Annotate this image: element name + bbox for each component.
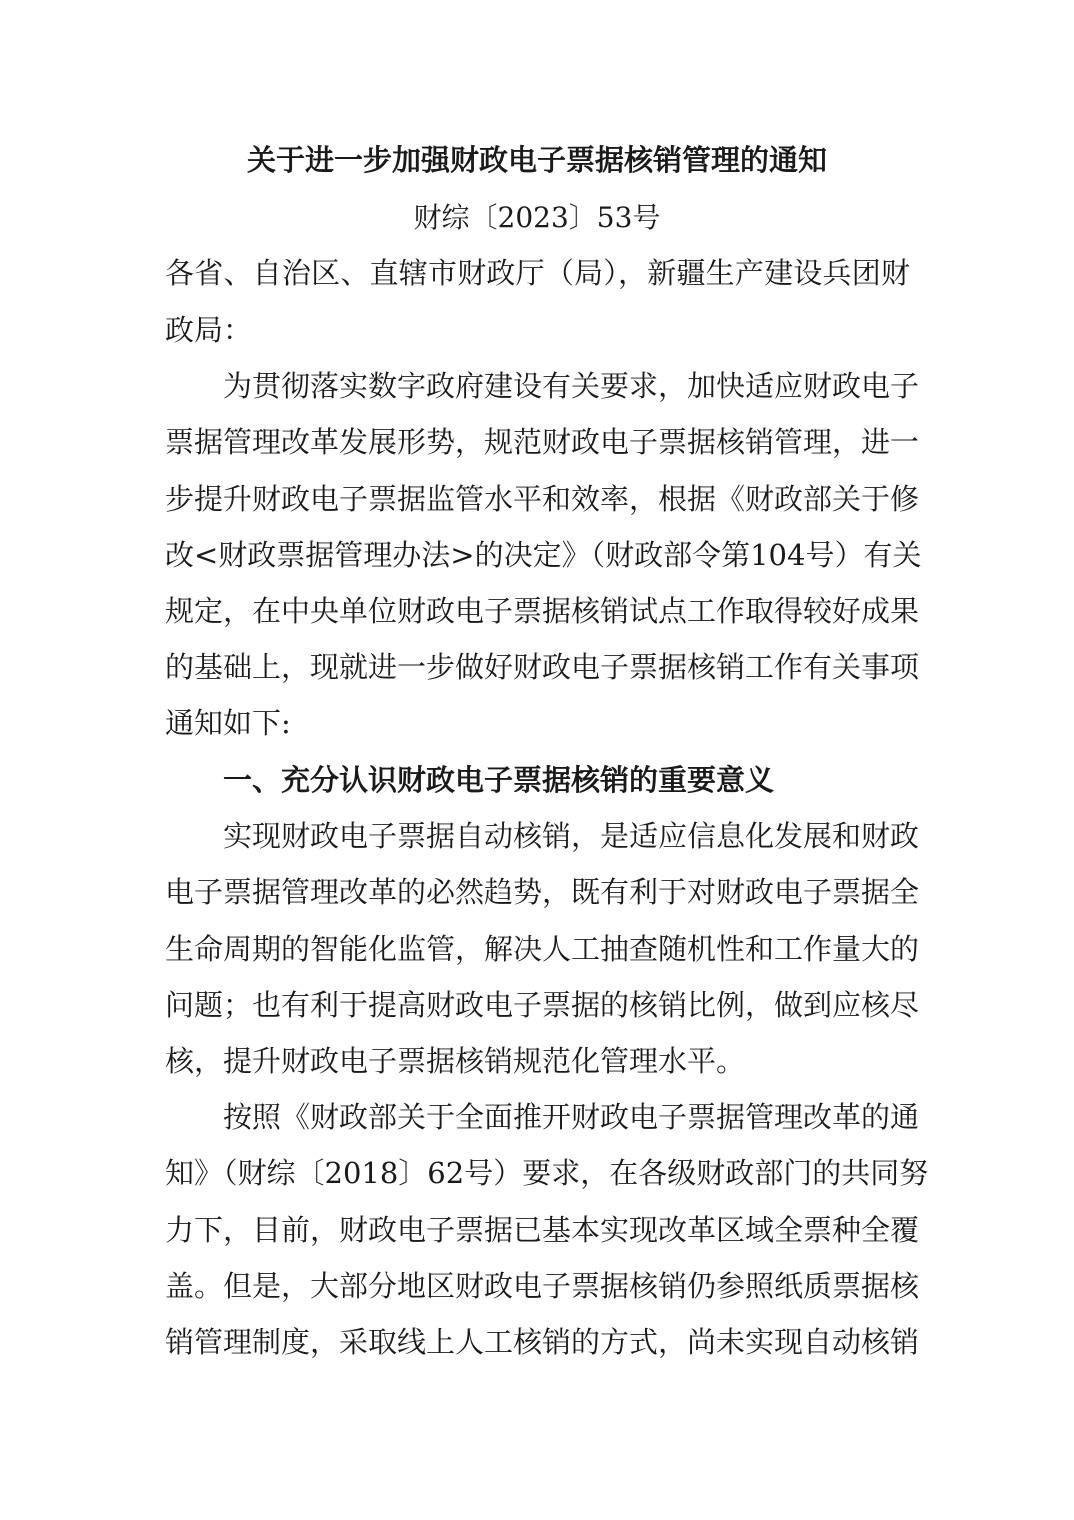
document-title: 关于进一步加强财政电子票据核销管理的通知 bbox=[246, 143, 827, 177]
salutation-line: 各省、自治区、直辖市财政厅（局），新疆生产建设兵团财 bbox=[165, 256, 910, 290]
salutation-line: 政局： bbox=[165, 313, 253, 347]
paragraph-line: 通知如下: bbox=[165, 706, 291, 740]
paragraph-line: 改<财政票据管理办法>的决定》（财政部令第104号）有关 bbox=[165, 538, 922, 572]
paragraph-line: 核，提升财政电子票据核销规范化管理水平。 bbox=[165, 1044, 746, 1078]
section-heading: 一、充分认识财政电子票据核销的重要意义 bbox=[223, 763, 775, 797]
paragraph-line: 的基础上，现就进一步做好财政电子票据核销工作有关事项 bbox=[165, 650, 920, 684]
paragraph-line: 盖。但是，大部分地区财政电子票据核销仍参照纸质票据核 bbox=[165, 1269, 920, 1303]
paragraph-line: 生命周期的智能化监管，解决人工抽查随机性和工作量大的 bbox=[165, 932, 920, 966]
paragraph-line: 票据管理改革发展形势，规范财政电子票据核销管理，进一 bbox=[165, 425, 920, 459]
paragraph-line: 知》（财综〔2018〕62号）要求，在各级财政部门的共同努 bbox=[165, 1156, 929, 1190]
paragraph-line: 电子票据管理改革的必然趋势，既有利于对财政电子票据全 bbox=[165, 875, 920, 909]
paragraph-line: 为贯彻落实数字政府建设有关要求，加快适应财政电子 bbox=[223, 369, 920, 403]
document-number: 财综〔2023〕53号 bbox=[413, 201, 661, 234]
paragraph-line: 实现财政电子票据自动核销，是适应信息化发展和财政 bbox=[223, 819, 920, 853]
paragraph-line: 力下，目前，财政电子票据已基本实现改革区域全票种全覆 bbox=[165, 1213, 920, 1247]
paragraph-line: 规定，在中央单位财政电子票据核销试点工作取得较好成果 bbox=[165, 594, 920, 628]
paragraph-line: 步提升财政电子票据监管水平和效率，根据《财政部关于修 bbox=[165, 482, 920, 516]
paragraph-line: 问题；也有利于提高财政电子票据的核销比例，做到应核尽 bbox=[165, 988, 920, 1022]
paragraph-line: 按照《财政部关于全面推开财政电子票据管理改革的通 bbox=[223, 1100, 920, 1134]
paragraph-line: 销管理制度，采取线上人工核销的方式，尚未实现自动核销 bbox=[165, 1325, 920, 1359]
